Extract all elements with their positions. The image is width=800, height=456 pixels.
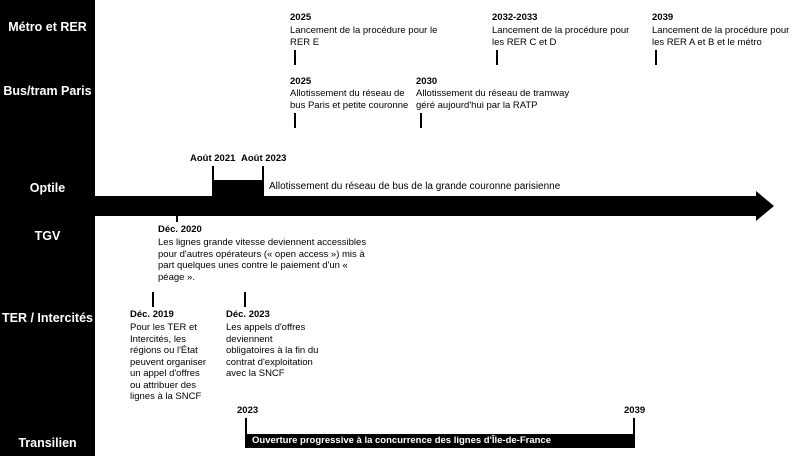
row-label-bus: Bus/tram Paris [3, 84, 92, 98]
metro-2039-date: 2039 [652, 12, 674, 23]
ter-2023-date: Déc. 2023 [226, 309, 270, 320]
optile-period-block [212, 180, 264, 196]
optile-end-tick [262, 166, 264, 180]
ter-2023-text: Les appels d'offres deviennent obligatoires à la fin du contrat d'exploitation avec la SNCF [226, 322, 319, 379]
bus-2025-text: Allotissement du réseau de bus Paris et petite couronne [290, 88, 409, 111]
tgv-2020-tick [176, 208, 178, 222]
transilien-start-tick [245, 418, 247, 434]
optile-start-date: Août 2021 [190, 153, 236, 164]
tgv-2020-text: Les lignes grande vitesse deviennent accessibles pour d'autres opérateurs (« open access ») mis à part quelques unes contre le paiement d'un « péage ». [158, 237, 367, 283]
transilien-start-date: 2023 [237, 405, 259, 416]
row-label-transilien: Transilien [18, 436, 77, 450]
ter-2023-tick [244, 292, 246, 307]
timeline-arrow-head [756, 191, 774, 221]
metro-2039-text: Lancement de la procédure pour les RER A et B et le métro [652, 25, 790, 48]
row-label-metro: Métro et RER [8, 20, 87, 34]
ter-2019-tick [152, 292, 154, 307]
optile-start-tick [212, 166, 214, 180]
metro-2039-tick [655, 50, 657, 65]
bus-2025-date: 2025 [290, 76, 312, 87]
metro-2025-text: Lancement de la procédure pour le RER E [290, 25, 438, 48]
ter-2019-text: Pour les TER et Intercités, les régions ou l'État peuvent organiser un appel d'offres ou attribuer des lignes à la SNCF [130, 322, 207, 402]
metro-2032-tick [496, 50, 498, 65]
optile-description: Allotissement du réseau de bus de la grande couronne parisienne [266, 180, 563, 194]
bus-2030-date: 2030 [416, 76, 438, 87]
row-label-sidebar [0, 0, 95, 456]
transilien-end-tick [633, 418, 635, 434]
bus-2030-tick [420, 113, 422, 128]
metro-2032-text: Lancement de la procédure pour les RER C et D [492, 25, 630, 48]
metro-2032-date: 2032-2033 [492, 12, 538, 23]
metro-2025-tick [294, 50, 296, 65]
optile-end-date: Août 2023 [241, 153, 287, 164]
metro-2025-date: 2025 [290, 12, 312, 23]
row-label-ter: TER / Intercités [2, 311, 93, 325]
row-label-tgv: TGV [34, 229, 61, 243]
transilien-end-date: 2039 [624, 405, 646, 416]
ter-2019-date: Déc. 2019 [130, 309, 174, 320]
transilien-period-bar: Ouverture progressive à la concurrence des lignes d'Île-de-France [245, 434, 635, 448]
tgv-2020-date: Déc. 2020 [158, 224, 202, 235]
bus-2030-text: Allotissement du réseau de tramway géré aujourd'hui par la RATP [416, 88, 570, 111]
timeline-arrow-shaft [95, 196, 757, 216]
row-label-optile: Optile [29, 181, 66, 195]
bus-2025-tick [294, 113, 296, 128]
